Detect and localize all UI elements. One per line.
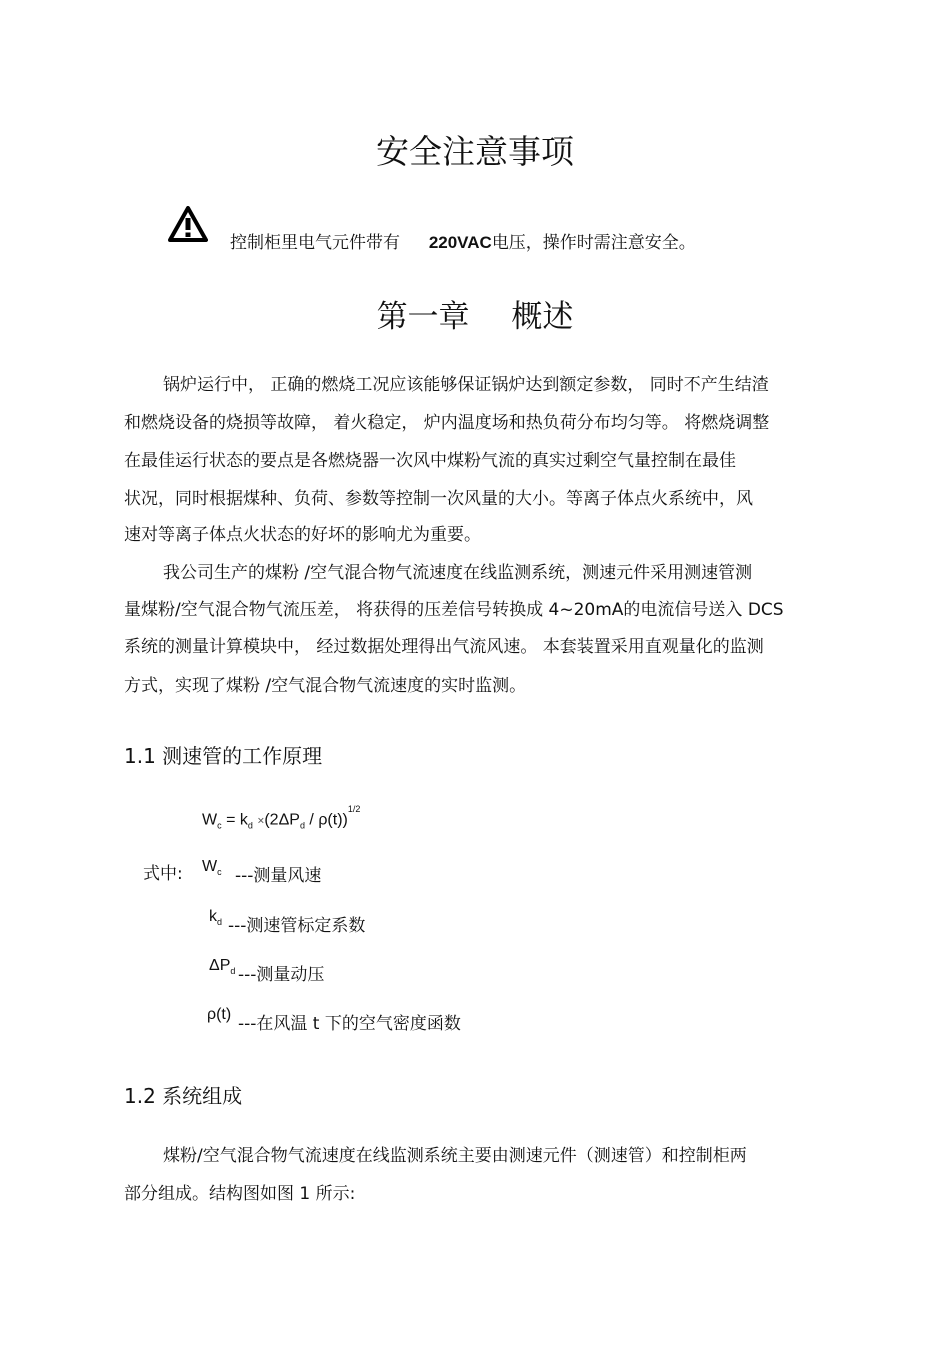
warning-voltage: 220VAC: [428, 233, 492, 252]
warning-text: [230, 228, 696, 253]
warning-text-after: 电压，操作时需注意安全。: [491, 233, 696, 253]
chapter-title: 第一章 概述: [376, 299, 574, 335]
intro-line-6: 我公司生产的煤粉 /空气混合物气流速度在线监测系统，测速元件采用测速管测: [163, 563, 753, 583]
section-1-1-heading: 1.1 测速管的工作原理: [124, 744, 323, 768]
intro-line-9: 方式，实现了煤粉 /空气混合物气流速度的实时监测。: [124, 676, 527, 696]
warning-text-before: 控制柜里电气元件带有: [230, 233, 400, 253]
def-desc-kd: ---测速管标定系数: [228, 916, 366, 936]
def-desc-wc: ---测量风速: [235, 866, 322, 886]
composition-line-1: 煤粉/空气混合物气流速度在线监测系统主要由测速元件（测速管）和控制柜两: [163, 1146, 747, 1166]
composition-line-2: 部分组成。结构图如图 1 所示:: [124, 1184, 356, 1204]
formula: $W_c = k_d \times(2\Delta P_d / \rho(t))^{1/2}$: [202, 804, 361, 831]
intro-line-4: 状况，同时根据煤种、负荷、参数等控制一次风量的大小。等离子体点火系统中，风: [124, 489, 753, 509]
def-symbol-rho: ρ(t): [207, 1006, 232, 1023]
intro-line-1: 锅炉运行中， 正确的燃烧工况应该能够保证锅炉达到额定参数， 同时不产生结渣: [163, 375, 769, 395]
intro-line-3: 在最佳运行状态的要点是各燃烧器一次风中煤粉气流的真实过剩空气量控制在最佳: [124, 451, 736, 471]
def-symbol-wc: $W_c$: [202, 858, 222, 878]
where-label: 式中:: [143, 864, 183, 884]
def-desc-rho: ---在风温 t 下的空气密度函数: [238, 1014, 461, 1034]
section-1-2-heading: 1.2 系统组成: [124, 1084, 243, 1108]
page-title: 安全注意事项: [376, 132, 574, 171]
intro-line-2: 和燃烧设备的烧损等故障， 着火稳定， 炉内温度场和热负荷分布均匀等。 将燃烧调整: [124, 413, 770, 433]
intro-line-7: 量煤粉/空气混合物气流压差， 将获得的压差信号转换成 4~20mA的电流信号送入 DCS: [124, 600, 784, 620]
intro-line-5: 速对等离子体点火状态的好坏的影响尤为重要。: [124, 525, 481, 545]
def-symbol-kd: $k_d$: [209, 908, 223, 928]
warning-triangle-icon: [168, 206, 208, 242]
intro-line-8: 系统的测量计算模块中， 经过数据处理得出气流风速。 本套装置采用直观量化的监测: [124, 637, 764, 657]
def-desc-dpd: ---测量动压: [238, 965, 325, 985]
def-symbol-dpd: $\Delta P_d$: [209, 957, 236, 977]
